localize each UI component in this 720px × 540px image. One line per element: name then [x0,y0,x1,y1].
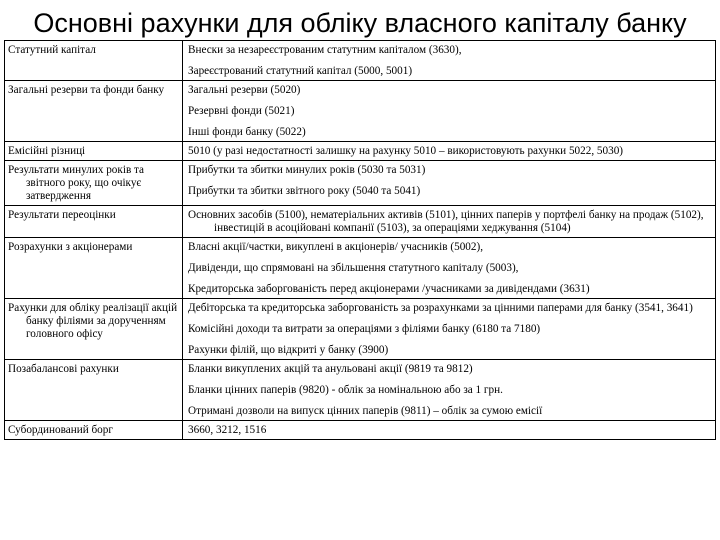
category-cell [5,41,183,81]
category-cell [5,421,183,440]
category-subordinated-debt: Субординований борг [8,424,113,436]
category-cell [5,360,183,421]
account-line: Зареєстрований статутний капітал (5000, 5001) [188,65,413,77]
category-statutory-capital: Статутний капітал [8,44,96,56]
category-retained-results: Результати минулих років та звітного року, що очікує затвердження [8,164,145,202]
table-row [5,421,716,440]
account-line: Загальні резерви (5020) [188,84,301,96]
account-line: Інші фонди банку (5022) [188,126,306,138]
category-cell [5,238,183,299]
category-off-balance: Позабалансові рахунки [8,363,119,375]
category-cell [5,81,183,142]
account-line: Прибутки та збитки звітного року (5040 та 5041) [188,185,421,197]
account-line: Бланки викуплених акцій та анульовані акції (9819 та 9812) [188,363,473,375]
account-line: Дебіторська та кредиторська заборгованість за розрахунками за цінними паперами для банку (3541, 3641) [188,302,693,314]
account-line: Кредиторська заборгованість перед акціонерами /учасниками за дивідендами (3631) [188,283,590,295]
account-line: Внески за незареєстрованим статутним капіталом (3630), [188,44,462,56]
category-cell [5,206,183,238]
table-row [5,206,716,238]
capital-accounts-table [4,40,716,440]
category-cell [5,161,183,206]
account-line: Власні акції/частки, викуплені в акціонерів/ учасників (5002), [188,241,483,253]
table-row [5,142,716,161]
accounts-cell [183,142,716,161]
page-title: Основні рахунки для обліку власного капіталу банку [33,8,687,38]
category-share-premium: Емісійні різниці [8,145,86,157]
account-line: Бланки цінних паперів (9820) - облік за номінальною або за 1 грн. [188,384,503,396]
account-line: Прибутки та збитки минулих років (5030 та 5031) [188,164,426,176]
account-line: Дивіденди, що спрямовані на збільшення статутного капіталу (5003), [188,262,519,274]
account-line: Комісійні доходи та витрати за операціями з філіями банку (6180 та 7180) [188,323,541,335]
accounts-cell [183,238,716,299]
account-line: Резервні фонди (5021) [188,105,295,117]
category-cell [5,299,183,360]
table-row [5,81,716,142]
category-revaluation: Результати переоцінки [8,209,116,221]
accounts-cell [183,206,716,238]
accounts-cell [183,360,716,421]
category-cell [5,142,183,161]
account-line: 5010 (у разі недостатності залишку на рахунку 5010 – використовують рахунки 5022, 5030) [188,145,624,157]
category-branch-share-sales: Рахунки для обліку реалізації акцій банку філіями за дорученням головного офісу [8,302,178,340]
table-row [5,360,716,421]
accounts-cell [183,41,716,81]
table-row [5,41,716,81]
accounts-cell [183,299,716,360]
accounts-cell [183,161,716,206]
account-line: Отримані дозволи на випуск цінних паперів (9811) – облік за сумою емісії [188,405,543,417]
table-row [5,238,716,299]
table-row [5,161,716,206]
category-shareholder-settlements: Розрахунки з акціонерами [8,241,133,253]
account-line: 3660, 3212, 1516 [188,424,267,436]
category-general-reserves: Загальні резерви та фонди банку [8,84,165,96]
accounts-cell [183,81,716,142]
account-line: Основних засобів (5100), нематеріальних активів (5101), цінних паперів у портфелі банку на продаж (5102), інвестицій в асоційовані компанії (5103), за операціями хеджування (5104) [188,209,704,234]
table-row [5,299,716,360]
account-line: Рахунки філій, що відкриті у банку (3900) [188,344,389,356]
accounts-cell [183,421,716,440]
